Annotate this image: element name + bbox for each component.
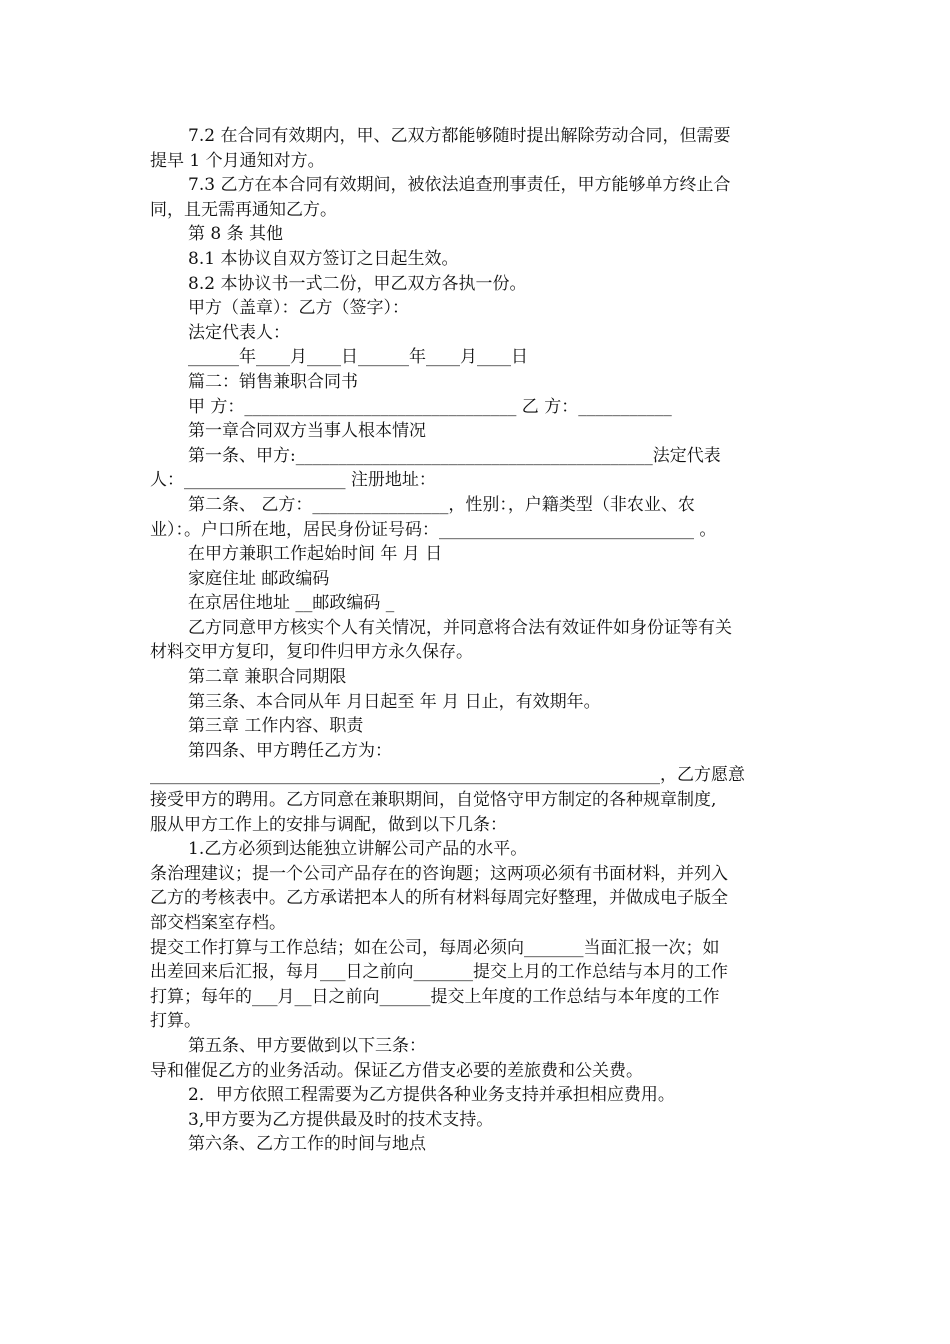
text-line: 部交档案室存档。 (150, 913, 286, 933)
text-line: 接受甲方的聘用。乙方同意在兼职期间，自觉恪守甲方制定的各种规章制度, (150, 790, 717, 811)
text-line: 提早 1 个月通知对方。 (150, 150, 325, 171)
text-line: 家庭住址 邮政编码 (188, 568, 330, 589)
text-line: 人：___________________ 注册地址： (150, 470, 436, 491)
text-line: 第六条、乙方工作的时间与地点 (188, 1134, 426, 1155)
text-line: 材料交甲方复印，复印件归甲方永久保存。 (150, 642, 473, 663)
text-line: 7.3 乙方在本合同有效期间，被依法追查刑事责任，甲方能够单方终止合 (188, 175, 731, 196)
text-line: 在京居住地址 __邮政编码 _ (188, 593, 395, 614)
list-item: 3,甲方要为乙方提供最及时的技术支持。 (188, 1109, 494, 1130)
chapter-heading: 第三章 工作内容、职责 (188, 716, 364, 737)
text-line: 同，且无需再通知乙方。 (150, 199, 337, 220)
signature-line: 甲方（盖章）：乙方（签字）： (188, 298, 409, 319)
text-line: 在甲方兼职工作起始时间 年 月 日 (188, 544, 443, 565)
text-line: 第四条、甲方聘任乙方为： (188, 740, 392, 761)
text-line: ____________________________________________________________，乙方愿意 (150, 765, 745, 786)
text-line: 打算；每年的___月__日之前向______提交上年度的工作总结与本年度的工作 (150, 986, 720, 1007)
text-line: 导和催促乙方的业务活动。保证乙方借支必要的差旅费和公关费。 (150, 1060, 643, 1081)
text-line: 8.2 本协议书一式二份，甲乙双方各执一份。 (188, 273, 527, 294)
text-line: 业）：。户口所在地，居民身份证号码：______________________________ 。 (150, 519, 717, 540)
text-line: 乙方的考核表中。乙方承诺把本人的所有材料每周完好整理，并做成电子版全 (150, 888, 728, 909)
text-line: 乙方同意甲方核实个人有关情况，并同意将合法有效证件如身份证等有关 (188, 617, 732, 638)
section-heading: 第 8 条 其他 (188, 224, 284, 245)
list-item: 2．甲方依照工程需要为乙方提供各种业务支持并承担相应费用。 (188, 1085, 675, 1106)
text-line: 提交工作打算与工作总结；如在公司，每周必须向_______当面汇报一次；如 (150, 937, 720, 958)
text-line: 出差回来后汇报，每月___日之前向_______提交上月的工作总结与本月的工作 (150, 962, 728, 983)
text-line: 条治理建议；提一个公司产品存在的咨询题；这两项必须有书面材料，并列入 (150, 863, 728, 884)
date-line: ______年____月____日______年____月____日 (188, 347, 528, 368)
parties-line: 甲 方：________________________________ 乙 方：___________ (188, 396, 672, 417)
text-line: 第二条、 乙方：________________，性别：，户籍类型（非农业、农 (188, 494, 695, 515)
text-line: 第三条、本合同从年 月日起至 年 月 日止，有效期年。 (188, 691, 601, 712)
text-line: 8.1 本协议自双方签订之日起生效。 (188, 248, 459, 269)
chapter-heading: 第一章合同双方当事人根本情况 (188, 421, 426, 442)
chapter-heading: 第二章 兼职合同期限 (188, 667, 347, 688)
document-page (150, 124, 800, 1157)
text-line: 第一条、甲方:__________________________________________法定代表 (188, 445, 721, 466)
text-line: 打算。 (150, 1011, 201, 1032)
text-line: 第五条、甲方要做到以下三条： (188, 1035, 426, 1056)
document-title: 篇二：销售兼职合同书 (188, 371, 358, 392)
list-item: 1.乙方必须到达能独立讲解公司产品的水平。 (188, 839, 528, 860)
text-line: 7.2 在合同有效期内，甲、乙双方都能够随时提出解除劳动合同，但需要 (188, 126, 731, 146)
text-line: 服从甲方工作上的安排与调配，做到以下几条： (150, 814, 507, 835)
signature-line: 法定代表人： (188, 322, 290, 343)
